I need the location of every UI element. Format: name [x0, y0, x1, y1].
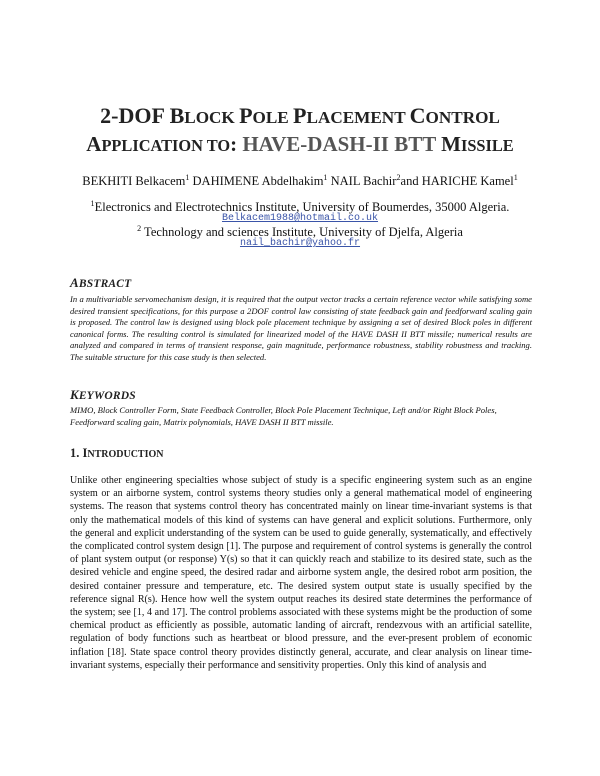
email-link-2[interactable]: nail_bachir@yahoo.fr	[239, 238, 361, 249]
paper-title-line-2: APPLICATION TO: HAVE-DASH-II BTT MISSILE	[86, 132, 514, 156]
abstract-heading: ABSTRACT	[70, 275, 132, 290]
paper-title-line-1: 2-DOF BLOCK POLE PLACEMENT CONTROL	[100, 103, 500, 128]
affiliation-1: $^1$Electronics and Electrotechnics Institute, University of Boumerdes, 35000 Algeria.	[90, 198, 510, 214]
introduction-heading: 1. INTRODUCTION	[70, 446, 164, 460]
keywords-text: MIMO, Block Controller Form, State Feedback Controller, Block Pole Placement Technique, Left and/or Right Block Poles, Feedforward scaling gain, Matrix polynomials, HAVE DASH II BTT missile.	[70, 405, 497, 427]
affiliation-2: $^2$ Technology and sciences Institute, University of Djelfa, Algeria	[137, 223, 463, 239]
keywords-heading: KEYWORDS	[70, 387, 136, 402]
author-list: BEKHITI Belkacem$^1$ DAHIMENE Abdelhakim$^1$ NAIL Bachir$^2$and HARICHE Kamel$^1$	[82, 172, 518, 188]
email-link-1[interactable]: Belkacem1988@hotmail.co.uk	[221, 213, 379, 224]
missile-name: HAVE-DASH-II BTT	[242, 132, 436, 156]
introduction-text: Unlike other engineering specialties whose subject of study is a specific engineering system such as an engine system or an airborne system, control systems theory studies only a general mathematical model of engineering systems. The reason that systems control theory has concentrated mainly on linear time-invariant systems is that only the mathematical models of this kind of systems can have general and explicit solutions. Furthermore, only the general and explicit understanding of the system can be used to guide generally, systematically, and effectively the complicated control system design [1]. The purpose and requirement of control systems is generally the control of plant system output (or response) Y(s) so that it can quickly reach and stabilize to its desired state, such as the desired vehicle and engine speed, the desired radar and airborne system angle, the desired robot arm position, the desired container pressure and temperature, etc. The desired system output state is usually specified by the reference signal R(s). Hence how well the system output reaches its desired state determines the performance of the system; see [1, 4 and 17]. The control problems associated with these systems might be the production of some chemical product as efficiently as possible, automatic landing of aircraft, rendezvous with an artificial satellite, regulation of body functions such as heartbeat or blood pressure, and the ever-present problem of economic inflation [18]. State space control theory provides distinctly general, accurate, and clear analysis on linear time-invariant systems, especially their performance and sensitivity properties. Only this kind of analysis and	[70, 475, 532, 671]
abstract-text: In a multivariable servomechanism design, it is required that the output vector tracks a certain reference vector while satisfying some desired transient specifications, for this purpose a 2DOF control law consisting of state feedback gain and feedforward scaling gain is proposed. The control law is designed using block pole placement technique by assigning a set of desired Block poles in different canonical forms. The resulting control is simulated for linearized model of the HAVE DASH II BTT missile; numerical results are analyzed and compared in terms of transient response, gain magnitude, performance robustness, stability robustness and tracking. The suitable structure for this case study is then selected.	[70, 294, 532, 362]
